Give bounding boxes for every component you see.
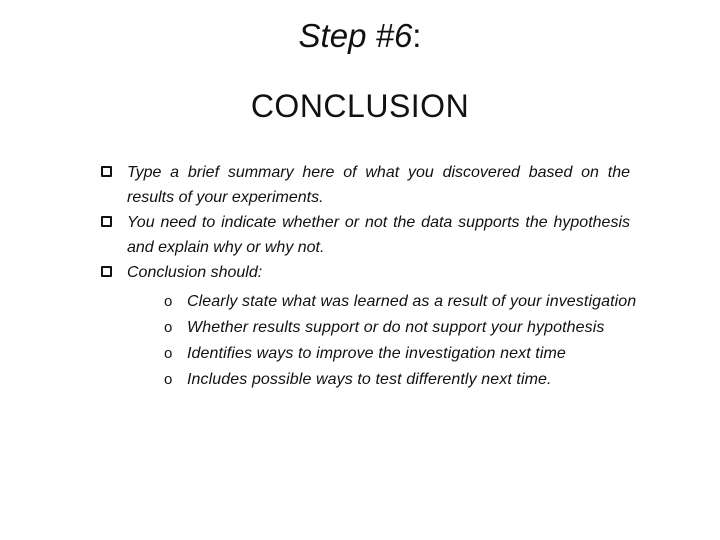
bullet-text: You need to indicate whether or not the data supports the hypothesis and explain why or why not.: [127, 214, 630, 256]
sub-bullet-item: [127, 315, 630, 341]
sub-bullet-item: [127, 367, 630, 393]
circle-bullet-icon: o: [164, 319, 173, 336]
checkbox-bullet-icon: [101, 216, 112, 227]
title-text: Step #6: [298, 17, 413, 54]
bullet-list: [100, 160, 637, 393]
section-heading: CONCLUSION: [250, 88, 470, 124]
slide-title: [0, 16, 720, 56]
checkbox-bullet-icon: [101, 166, 112, 177]
sub-bullet-text: Clearly state what was learned as a result of your investigation: [187, 293, 637, 310]
bullet-item: [100, 160, 630, 210]
sub-bullet-text: Whether results support or do not support your hypothesis: [187, 319, 605, 336]
sub-bullet-item: [127, 289, 637, 315]
sub-bullet-text: Identifies ways to improve the investigation next time: [187, 345, 566, 362]
sub-bullet-item: [127, 341, 630, 367]
circle-bullet-icon: o: [164, 345, 173, 362]
sub-bullet-text: Includes possible ways to test differently next time.: [187, 371, 552, 388]
title-colon: :: [412, 17, 422, 54]
bullet-item: [100, 210, 630, 260]
circle-bullet-icon: o: [164, 371, 173, 388]
bullet-text: Conclusion should:: [127, 264, 263, 281]
circle-bullet-icon: o: [164, 293, 173, 310]
bullet-item: [100, 260, 637, 393]
bullet-text: Type a brief summary here of what you discovered based on the results of your experiments.: [127, 164, 630, 206]
sub-bullet-list: [127, 289, 637, 393]
checkbox-bullet-icon: [101, 266, 112, 277]
